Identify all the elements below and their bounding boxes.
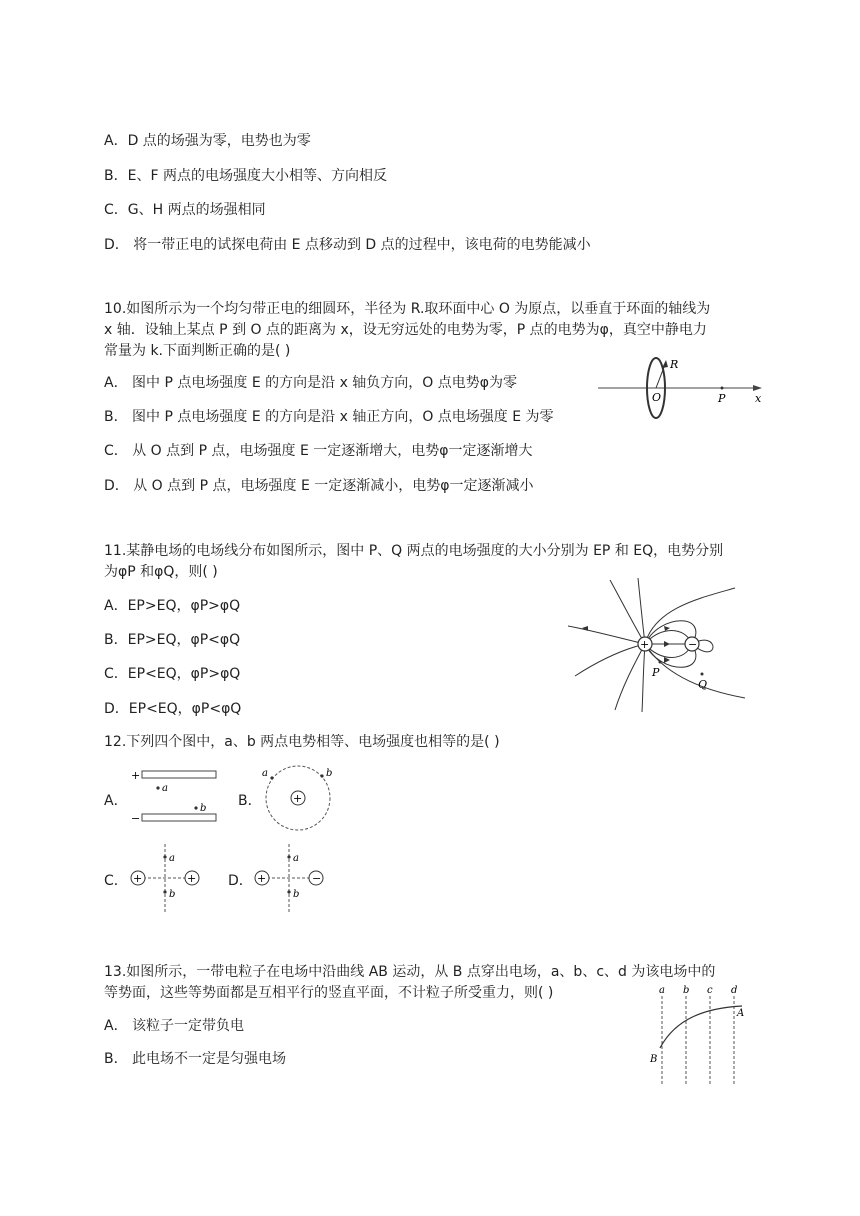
label-d: d xyxy=(731,985,738,996)
q10-option-d: D． 从 O 点到 P 点，电场强度 E 一定逐渐减小，电势φ一定逐渐减小 xyxy=(104,478,534,494)
bottom-plate xyxy=(142,814,216,821)
q12-figure-c xyxy=(126,842,206,914)
right-charge-sign: + xyxy=(187,872,197,885)
q13-equipotential-figure xyxy=(646,982,756,1090)
q10-option-a: A． 图中 P 点电场强度 E 的方向是沿 x 轴负方向，O 点电势φ为零 xyxy=(104,375,518,391)
label-a: a xyxy=(169,853,175,864)
q12-option-c-letter: C． xyxy=(104,873,128,889)
radius-arrow xyxy=(662,360,668,368)
plate-plus-label: + xyxy=(131,769,141,782)
q12-figure-b xyxy=(258,764,342,834)
label-b: b xyxy=(169,889,176,900)
equipotential-planes xyxy=(662,996,734,1086)
q10-option-b: B． 图中 P 点电场强度 E 的方向是沿 x 轴正方向，O 点电场强度 E 为零 xyxy=(104,409,554,425)
label-a: a xyxy=(162,783,168,794)
label-b: b xyxy=(200,803,207,814)
left-charge-sign: + xyxy=(133,872,143,885)
q12-option-a-letter: A． xyxy=(104,793,128,809)
q13-option-a: A． 该粒子一定带负电 xyxy=(104,1018,245,1034)
label-p: P xyxy=(652,666,660,679)
q10-stem-line-3: 常量为 k.下面判断正确的是( ) xyxy=(104,343,291,359)
q12-stem: 12.下列四个图中，a、b 两点电势相等、电场强度也相等的是( ) xyxy=(104,734,500,750)
point-q-dot xyxy=(701,673,704,676)
point-a-dot xyxy=(270,776,273,779)
q12-option-d-letter: D． xyxy=(228,873,253,889)
q11-stem-line-1: 11.某静电场的电场线分布如图所示，图中 P、Q 两点的电场强度的大小分别为 EP 和 EQ，电势分别 xyxy=(104,543,724,559)
label-b: b xyxy=(293,889,300,900)
point-b-dot xyxy=(163,890,166,893)
q11-option-c: C．EP<EQ，φP>φQ xyxy=(104,666,241,682)
label-a: a xyxy=(262,768,268,779)
point-p-dot xyxy=(721,387,724,390)
q11-stem-line-2: 为φP 和φQ，则( ) xyxy=(104,564,218,580)
q12-figure-d xyxy=(250,842,330,914)
label-b: b xyxy=(326,768,333,779)
point-a-dot xyxy=(163,855,166,858)
point-b-dot xyxy=(287,890,290,893)
label-b: b xyxy=(683,985,690,996)
q12-figure-a xyxy=(128,766,220,828)
label-x: x xyxy=(755,392,762,405)
field-lines xyxy=(568,578,745,712)
q10-stem-line-2: x 轴．设轴上某点 P 到 O 点的距离为 x，设无穷远处的电势为零，P 点的电势为φ，真空中静电力 xyxy=(104,322,707,338)
q11-option-a: A．EP>EQ，φP>φQ xyxy=(104,598,241,614)
q11-field-lines-figure xyxy=(560,578,750,714)
q13-stem-line-2: 等势面，这些等势面都是互相平行的竖直平面，不计粒子所受重力，则( ) xyxy=(104,985,554,1001)
q9-option-d: D． 将一带正电的试探电荷由 E 点移动到 D 点的过程中，该电荷的电势能减小 xyxy=(104,237,591,253)
q13-option-b: B． 此电场不一定是匀强电场 xyxy=(104,1051,287,1067)
label-B: B xyxy=(650,1054,658,1065)
label-minus: − xyxy=(688,638,698,651)
point-a-dot xyxy=(287,855,290,858)
label-a: a xyxy=(659,985,665,996)
q10-stem-line-1: 10.如图所示为一个均匀带正电的细圆环，半径为 R.取环面中心 O 为原点，以垂直于环面的轴线为 xyxy=(104,301,711,317)
q13-stem-line-1: 13.如图所示，一带电粒子在电场中沿曲线 AB 运动，从 B 点穿出电场，a、b、c、d 为该电场中的 xyxy=(104,964,716,980)
x-axis-arrow xyxy=(753,385,762,391)
label-p: P xyxy=(718,392,726,405)
center-charge-sign: + xyxy=(293,792,303,805)
label-c: c xyxy=(707,985,713,996)
label-plus: + xyxy=(640,638,650,651)
trajectory-ab xyxy=(660,1006,745,1048)
point-p-dot xyxy=(659,661,662,664)
q10-ring-figure xyxy=(590,350,770,420)
right-charge-sign: − xyxy=(312,872,322,885)
q10-option-c: C． 从 O 点到 P 点，电场强度 E 一定逐渐增大，电势φ一定逐渐增大 xyxy=(104,443,533,459)
label-a: a xyxy=(293,853,299,864)
q12-option-b-letter: B． xyxy=(238,793,262,809)
q9-option-c: C．G、H 两点的场强相同 xyxy=(104,202,266,218)
q11-option-b: B．EP>EQ，φP<φQ xyxy=(104,632,241,648)
left-charge-sign: + xyxy=(257,872,267,885)
top-plate xyxy=(142,771,216,778)
point-b-dot xyxy=(320,774,323,777)
label-o: O xyxy=(652,391,662,404)
point-a-dot xyxy=(156,786,159,789)
plate-minus-label: − xyxy=(131,812,141,825)
q9-option-a: A．D 点的场强为零，电势也为零 xyxy=(104,133,311,149)
label-q: Q xyxy=(698,678,708,691)
q9-option-b: B．E、F 两点的电场强度大小相等、方向相反 xyxy=(104,168,387,184)
point-b-dot xyxy=(194,806,197,809)
q11-option-d: D．EP<EQ，φP<φQ xyxy=(104,701,242,717)
label-A: A xyxy=(737,1008,745,1019)
label-r: R xyxy=(670,358,679,371)
